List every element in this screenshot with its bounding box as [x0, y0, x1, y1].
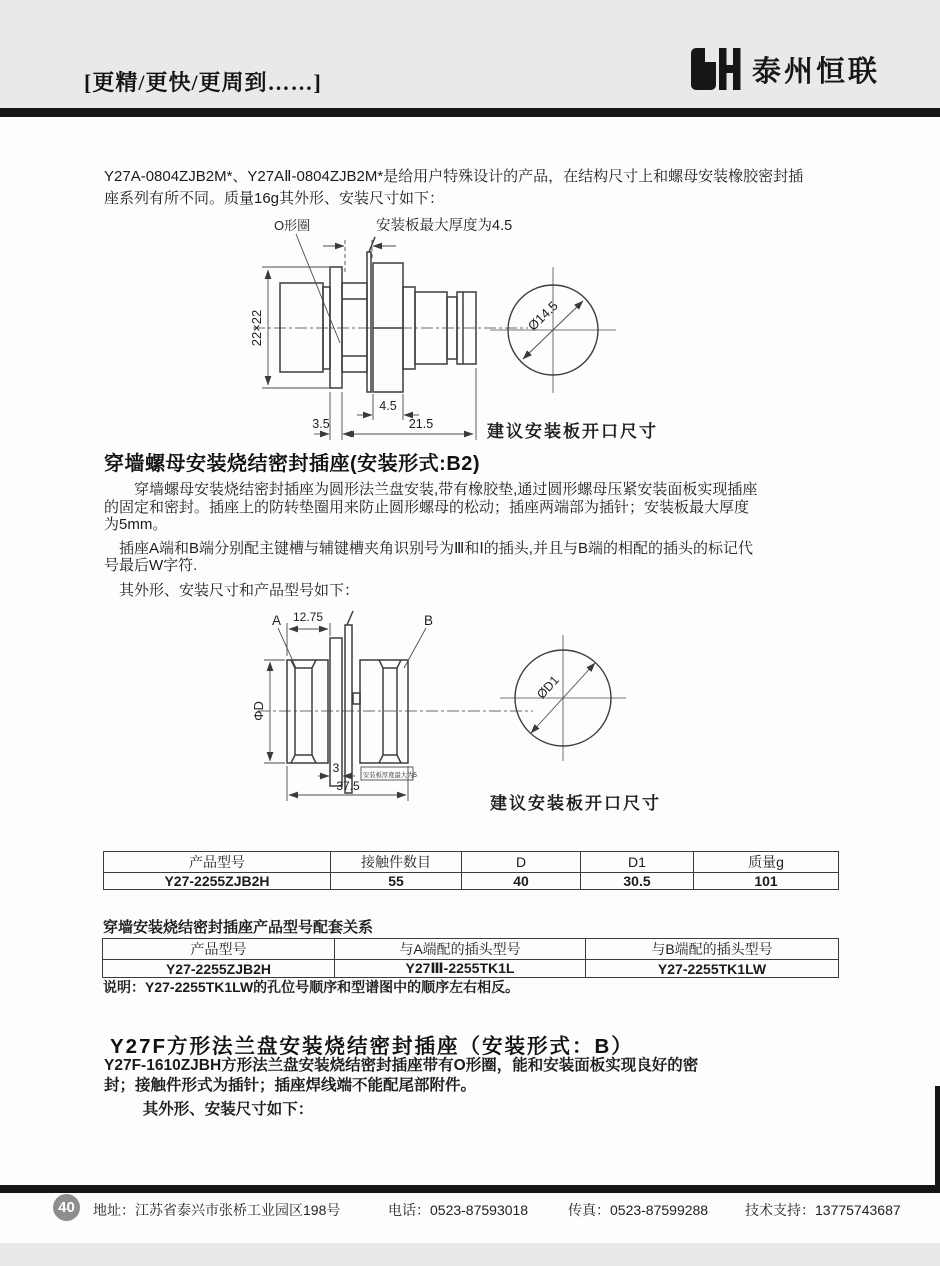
footer-rule: [0, 1185, 940, 1193]
table-row: [104, 873, 839, 890]
brand-name: 泰州恒联: [751, 55, 880, 88]
footer-support: 技术支持：13775743687: [745, 1202, 901, 1218]
dim-nut-label: 4.5: [379, 399, 397, 413]
matching-table: [102, 938, 839, 978]
dimension-lines: [262, 234, 476, 440]
lh-logo-icon: [689, 46, 743, 92]
drawing1-caption: 建议安装板开口尺寸: [487, 422, 658, 441]
table-cell: 101: [694, 873, 839, 890]
suggested-opening-circle: [500, 635, 626, 761]
drawing-b2-connector: [228, 598, 708, 830]
header-slogan: [更精/更快/更周到……]: [84, 70, 322, 95]
plate-thickness-note: 安装板厚度最大为5: [363, 772, 417, 779]
suggested-opening-circle: [490, 267, 616, 393]
table-cell: Y27Ⅲ-2255TK1L: [335, 960, 586, 978]
end-a-label: A: [272, 613, 282, 628]
table-header-row: [104, 852, 839, 873]
header-rule: [0, 108, 940, 117]
dim-d-label: ΦD: [251, 701, 266, 721]
drawing-b2m-connector: [228, 212, 748, 450]
table-header: 质量g: [694, 852, 839, 873]
end-b-label: B: [424, 613, 434, 628]
table-header: 接触件数目: [331, 852, 462, 873]
table-cell: 30.5: [581, 873, 694, 890]
dimensions-table: [103, 851, 839, 890]
y27f-paragraph-1: Y27F-1610ZJBH方形法兰盘安装烧结密封插座带有O形圈，能和安装面板实现良好的密封；接触件形式为插针；插座焊线端不能配尾部附件。: [104, 1057, 699, 1094]
table-cell: 40: [462, 873, 581, 890]
table-header: 与B端配的插头型号: [586, 939, 839, 960]
y27f-paragraph-2: 其外形、安装尺寸如下：: [142, 1101, 314, 1118]
table-header: D1: [581, 852, 694, 873]
table-header: 与A端配的插头型号: [335, 939, 586, 960]
dim-a-length-label: 12.75: [292, 610, 324, 624]
company-logo: [689, 46, 880, 92]
hole-diameter-label: ØD1: [534, 673, 562, 702]
matching-table-note: 说明：Y27-2255TK1LW的孔位号顺序和型谱图中的顺序左右相反。: [103, 979, 520, 995]
table-header: D: [462, 852, 581, 873]
table-header: 产品型号: [103, 939, 335, 960]
intro-paragraph: Y27A-0804ZJB2M*、Y27AⅡ-0804ZJB2M*是给用户特殊设计的产品，在结构尺寸上和螺母安装橡胶密封插座系列有所不同。质量16g其外形、安装尺寸如下：: [104, 168, 804, 207]
table-header-row: [103, 939, 839, 960]
footer-address: 地址：江苏省泰兴市张桥工业园区198号: [93, 1202, 341, 1218]
dim-square-label: 22×22: [249, 309, 264, 347]
footer-band: [0, 1243, 940, 1266]
section-b2-body: [104, 481, 759, 599]
plate-thickness-note: 安装板最大厚度为4.5: [376, 218, 513, 234]
section-b2-title: 穿墙螺母安装烧结密封插座(安装形式:B2): [104, 453, 481, 475]
page-edge-mark: [935, 1086, 940, 1186]
hole-diameter-label: Ø14.5: [524, 298, 561, 334]
dim-length-label: 21.5: [408, 417, 434, 431]
table-cell: Y27-2255TK1LW: [586, 960, 839, 978]
page-number-badge: 40: [53, 1194, 80, 1221]
b2-paragraph-2: 插座A端和B端分别配主键槽与辅键槽夹角识别号为Ⅲ和Ⅰ的插头,并且与B端的相配的插头的标记代号最后W字符.: [104, 539, 753, 574]
footer-fax: 传真：0523-87599288: [568, 1202, 709, 1218]
drawing2-caption: 建议安装板开口尺寸: [490, 794, 661, 813]
footer-phone: 电话：0523-87593018: [388, 1202, 529, 1218]
table-cell: Y27-2255ZJB2H: [104, 873, 331, 890]
connector-side-view: [253, 237, 528, 392]
dim-flange-label: 3.5: [312, 417, 330, 431]
matching-table-title: 穿墙安装烧结密封插座产品型号配套关系: [103, 919, 374, 936]
dim-total-label: 37.5: [336, 779, 360, 793]
table-header: 产品型号: [104, 852, 331, 873]
section-y27f-title: Y27F方形法兰盘安装烧结密封插座（安装形式：B）: [110, 1035, 634, 1058]
dim-flange-label: 3: [332, 761, 340, 775]
oring-label: O形圈: [274, 218, 311, 233]
table-cell: Y27-2255ZJB2H: [103, 960, 335, 978]
table-row: [103, 960, 839, 978]
b2-paragraph-3: 其外形、安装尺寸和产品型号如下：: [119, 581, 360, 599]
b2-paragraph-1: 穿墙螺母安装烧结密封插座为圆形法兰盘安装,带有橡胶垫,通过圆形螺母压紧安装面板实现插座的固定和密封。插座上的防转垫圈用来防止圆形螺母的松动；插座两端部为插针；安装板最大厚度为5mm。: [104, 481, 758, 533]
table-cell: 55: [331, 873, 462, 890]
connector-side-view: [258, 611, 533, 793]
